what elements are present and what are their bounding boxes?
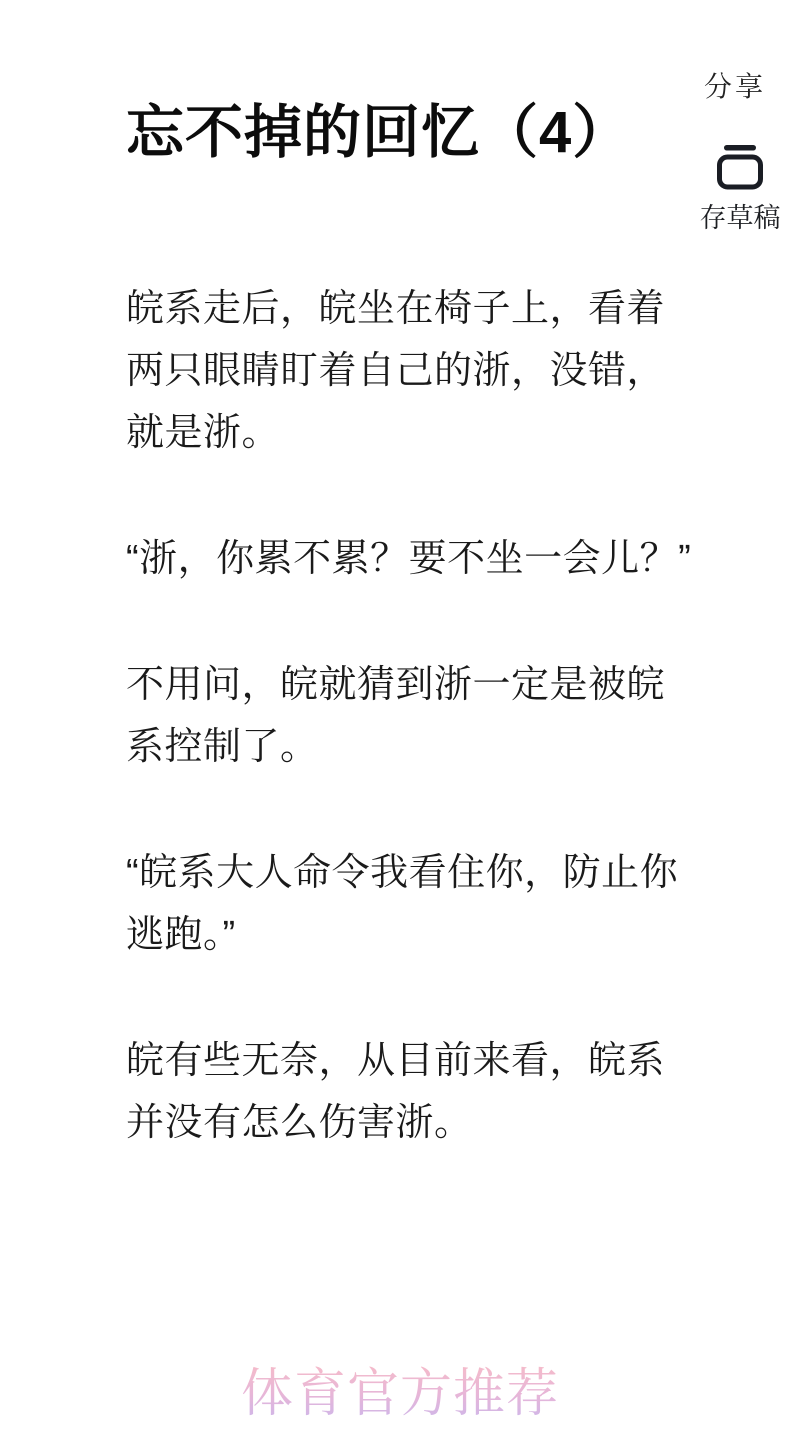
- article-paragraph[interactable]: “浙，你累不累？要不坐一会儿？”: [126, 538, 692, 580]
- editor-content: [0, 94, 800, 1154]
- save-draft-label: 存草稿: [699, 203, 781, 233]
- watermark-text: 体育官方推荐: [0, 1366, 800, 1424]
- article-paragraph[interactable]: 皖系走后，皖坐在椅子上，看着两只眼睛盯着自己的浙，没错，就是浙。: [126, 288, 666, 454]
- draft-box-icon: [699, 142, 781, 190]
- save-draft-button[interactable]: [699, 142, 781, 233]
- article-paragraph[interactable]: 皖有些无奈，从目前来看，皖系并没有怎么伤害浙。: [126, 1040, 666, 1144]
- article-paragraph[interactable]: 不用问，皖就猜到浙一定是被皖系控制了。: [126, 664, 666, 768]
- article-title[interactable]: 忘不掉的回忆（4）: [126, 100, 632, 165]
- article-paragraph[interactable]: “皖系大人命令我看住你，防止你逃跑。”: [126, 852, 679, 956]
- article-body: [126, 278, 700, 1154]
- share-button-cutoff[interactable]: 分享: [704, 71, 767, 102]
